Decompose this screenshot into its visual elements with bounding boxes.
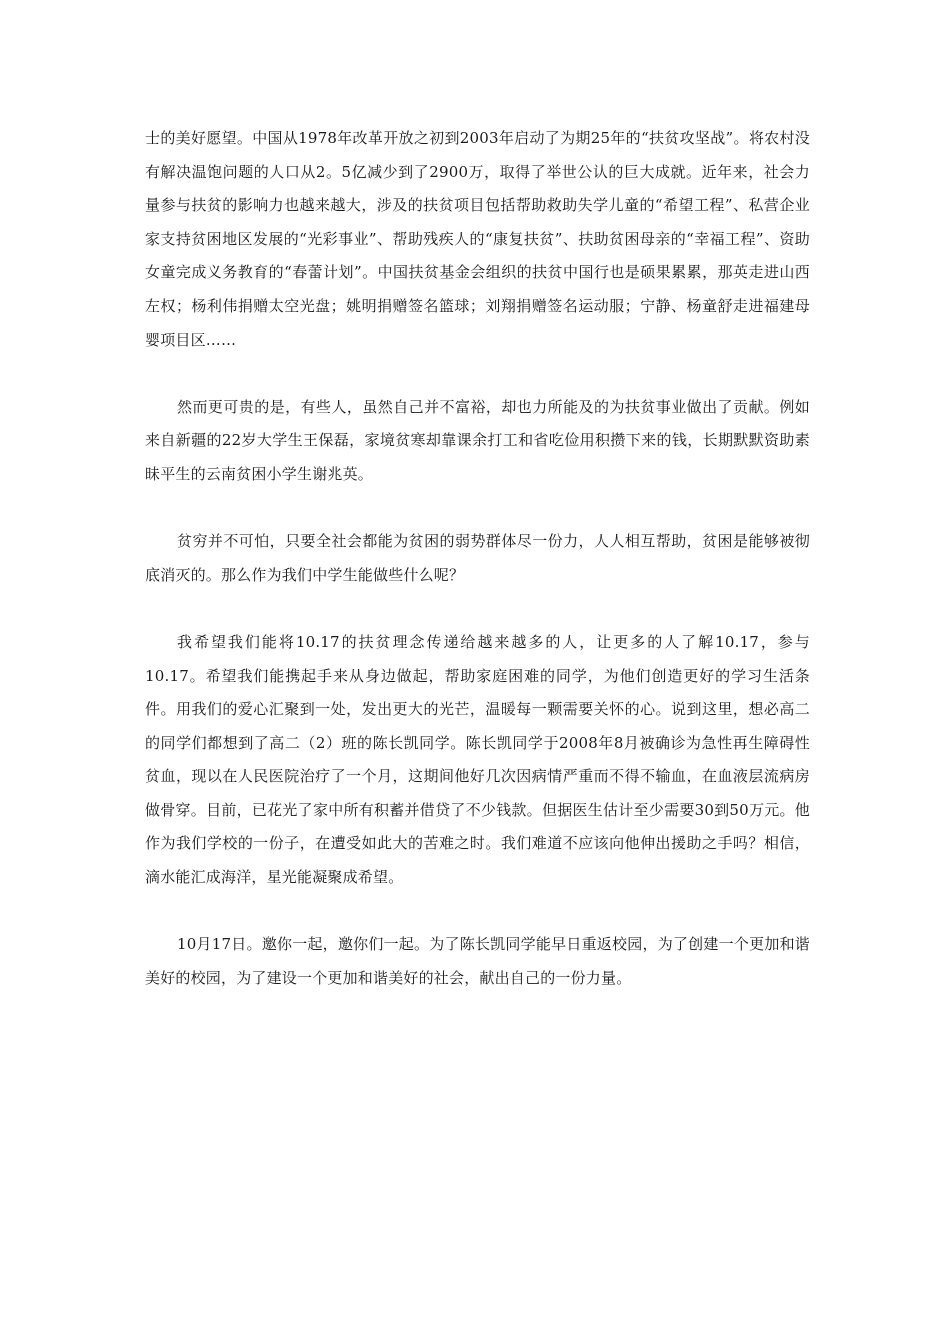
paragraph-1: 士的美好愿望。中国从1978年改革开放之初到2003年启动了为期25年的“扶贫攻坚战”。将农村没有解决温饱问题的人口从2。5亿减少到了2900万，取得了举世公认的巨大成就。近年来，社会力量参与扶贫的影响力也越来越大，涉及的扶贫项目包括帮助救助失学儿童的“希望工程”、私营企业家支持贫困地区发展的“光彩事业”、帮助残疾人的“康复扶贫”、扶助贫困母亲的“幸福工程”、资助女童完成义务教育的“春蕾计划”。中国扶贫基金会组织的扶贫中国行也是硕果累累，那英走进山西左权；杨利伟捐赠太空光盘；姚明捐赠签名篮球；刘翔捐赠签名运动服；宁静、杨童舒走进福建母婴项目区…… [145, 129, 810, 349]
paragraph-spacer [145, 357, 810, 391]
paragraph-4: 我希望我们能将10.17的扶贫理念传递给越来越多的人，让更多的人了解10.17，参与10.17。希望我们能携起手来从身边做起，帮助家庭困难的同学，为他们创造更好的学习生活条件。用我们的爱心汇聚到一处，发出更大的光芒，温暖每一颗需要关怀的心。说到这里，想必高二的同学们都想到了高二（2）班的陈长凯同学。陈长凯同学于2008年8月被确诊为急性再生障碍性贫血，现以在人民医院治疗了一个月，这期间他好几次因病情严重而不得不输血，在血液层流病房做骨穿。目前，已花光了家中所有积蓄并借贷了不少钱款。但据医生估计至少需要30到50万元。他作为我们学校的一份子，在遭受如此大的苦难之时。我们难道不应该向他伸出援助之手吗？相信，滴水能汇成海洋，星光能凝聚成希望。 [145, 632, 810, 887]
paragraph-5: 10月17日。邀你一起，邀你们一起。为了陈长凯同学能早日重返校园，为了创建一个更加和谐美好的校园，为了建设一个更加和谐美好的社会，献出自己的一份力量。 [145, 935, 810, 987]
paragraph-2: 然而更可贵的是，有些人，虽然自己并不富裕，却也力所能及的为扶贫事业做出了贡献。例如来自新疆的22岁大学生王保磊，家境贫寒却靠课余打工和省吃俭用积攒下来的钱，长期默默资助素昧平生的云南贫困小学生谢兆英。 [145, 397, 810, 483]
document-body [145, 122, 810, 995]
paragraph-spacer [145, 592, 810, 626]
paragraph-spacer [145, 895, 810, 929]
paragraph-3: 贫穷并不可怕，只要全社会都能为贫困的弱势群体尽一份力，人人相互帮助，贫困是能够被彻底消灭的。那么作为我们中学生能做些什么呢？ [145, 532, 810, 584]
paragraph-spacer [145, 492, 810, 526]
